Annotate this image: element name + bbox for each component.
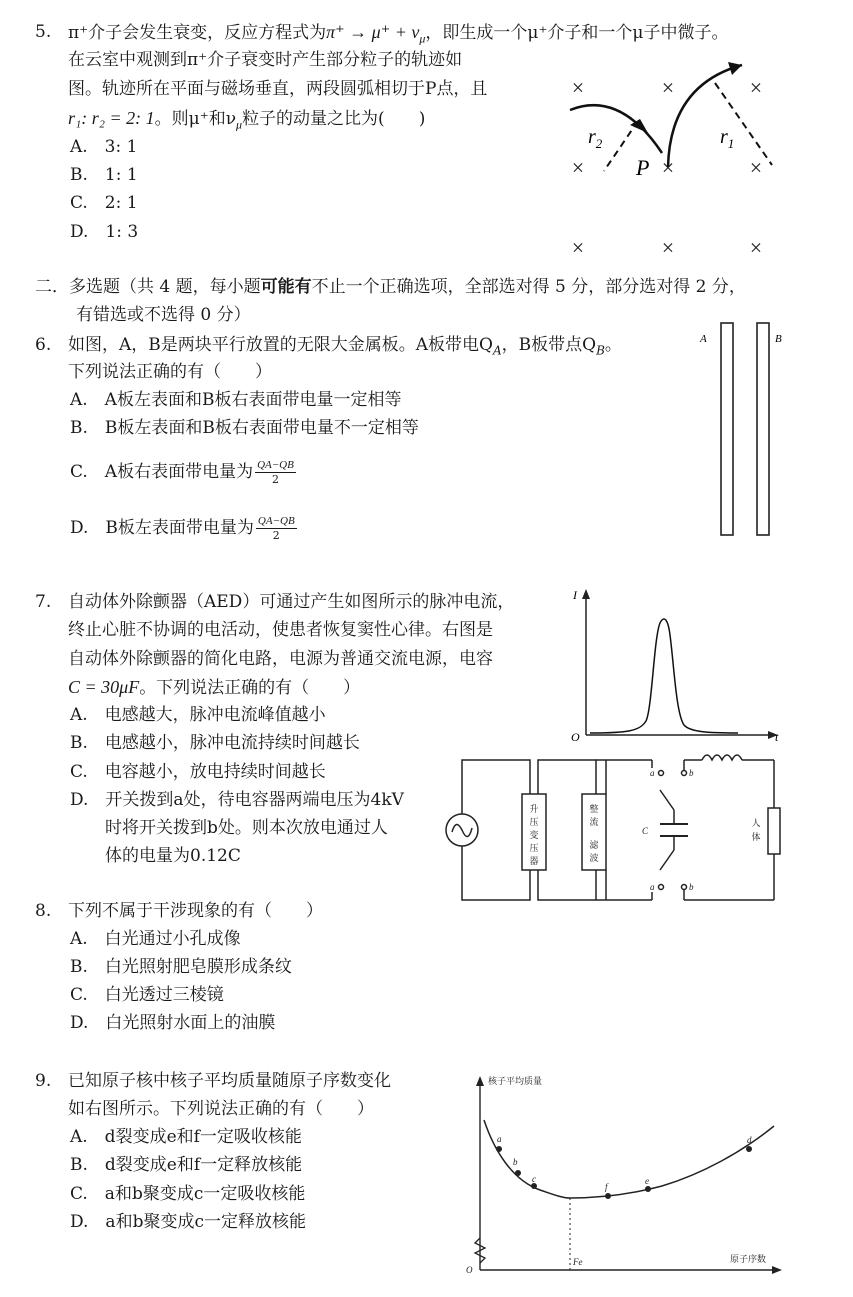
stem-text: ，B板带点Q (501, 335, 597, 355)
filter-label: 滤 (589, 840, 599, 850)
fraction-numerator: QA−QB (257, 515, 295, 527)
stem-text: ，即生成一个μ⁺介子和一个μ子中微子。 (425, 23, 729, 43)
terminal-a-label: a (650, 768, 655, 778)
question-stem-line: 如右图所示。下列说法正确的有（ ） (68, 1099, 374, 1119)
equation-subscript: μ (419, 31, 426, 46)
point-f (605, 1193, 611, 1199)
plate-a (721, 323, 733, 535)
field-cross-mark: × (749, 75, 763, 100)
question-number: 6. (35, 335, 52, 355)
switch-terminal-a (659, 885, 664, 890)
option-c[interactable]: C. 2: 1 (70, 193, 138, 213)
switch-blade[interactable] (660, 790, 674, 810)
option-a[interactable]: A. A板左表面和B板右表面带电量一定相等 (70, 390, 402, 410)
point-a-label: a (497, 1134, 502, 1144)
question-number: 9. (35, 1071, 52, 1091)
option-a[interactable]: A. 电感越大，脉冲电流峰值越小 (70, 705, 326, 725)
option-b[interactable]: B. d裂变成e和f一定释放核能 (70, 1155, 303, 1175)
option-a[interactable]: A. d裂变成e和f一定吸收核能 (70, 1127, 302, 1147)
question-stem-line: 自动体外除颤器（AED）可通过产生如图所示的脉冲电流， (68, 592, 515, 612)
question-stem-line (68, 673, 360, 702)
option-c[interactable]: C. 电容越小，放电持续时间越长 (70, 762, 326, 782)
stem-text: 粒子的动量之比为( ) (242, 109, 426, 129)
option-d[interactable] (70, 514, 297, 542)
fraction (255, 459, 296, 486)
question-number: 7. (35, 592, 52, 612)
option-a[interactable]: A. 3: 1 (70, 137, 138, 157)
subscript: B (596, 343, 605, 358)
instruction-emphasis: 可能有 (260, 277, 312, 297)
option-b[interactable]: B. 电感越小，脉冲电流持续时间越长 (70, 733, 360, 753)
average-mass-curve (484, 1120, 774, 1198)
option-d-continued: 体的电量为0.12C (105, 846, 241, 866)
section-instructions: 有错选或不选得 0 分） (76, 305, 251, 325)
body-label: 体 (751, 832, 761, 842)
question-number: 5. (35, 22, 52, 42)
question-stem-line: 下列说法正确的有（ ） (68, 362, 272, 382)
pulse-curve (590, 619, 738, 733)
stem-text: 。则μ⁺和ν (154, 109, 237, 129)
radius-ratio: r₁: r₂ = 2: 1 (68, 108, 155, 128)
option-b[interactable]: B. 白光照射肥皂膜形成条纹 (70, 957, 292, 977)
instruction-text: 二．多选题（共 4 题，每小题 (35, 277, 261, 297)
plate-b (757, 323, 769, 535)
stem-text: 。下列说法正确的有（ ） (139, 678, 361, 698)
option-a[interactable]: A. 白光通过小孔成像 (70, 929, 241, 949)
r2-label: $r_2$ (588, 126, 603, 151)
point-a (496, 1146, 502, 1152)
plate-b-label: B (775, 333, 782, 345)
stem-text: 如图，A，B是两块平行放置的无限大金属板。A板带电Q (68, 335, 493, 355)
inductor-coil (702, 755, 742, 760)
terminal-a-label: a (650, 882, 655, 892)
axis-label-current: I (573, 588, 577, 602)
pi-track-arc (668, 65, 742, 167)
terminal-b-label: b (689, 768, 694, 778)
transformer-label: 压 (529, 817, 539, 827)
point-b-label: b (513, 1157, 518, 1167)
binding-curve-graph (462, 1070, 792, 1280)
body-label: 人 (751, 818, 761, 828)
switch-terminal-b (682, 771, 687, 776)
option-d[interactable]: D. 开关拨到a处，待电容器两端电压为4kV (70, 790, 404, 810)
option-d[interactable]: D. a和b聚变成c一定释放核能 (70, 1212, 306, 1232)
origin-label: O (571, 730, 580, 744)
filter-label: 波 (589, 853, 599, 863)
field-cross-mark: × (749, 155, 763, 180)
fraction-numerator: QA−QB (257, 459, 294, 471)
question-stem-line: 在云室中观测到π⁺介子衰变时产生部分粒子的轨迹如 (68, 50, 463, 70)
human-body-resistor (768, 808, 780, 854)
terminal-b-label: b (689, 882, 694, 892)
option-b[interactable]: B. B板左表面和B板右表面带电量不一定相等 (70, 418, 419, 438)
subscript: A (492, 343, 502, 358)
y-axis-label: 核子平均质量 (488, 1076, 543, 1086)
field-cross-mark: × (571, 155, 585, 180)
arrow-head (728, 62, 742, 75)
switch-blade[interactable] (660, 850, 674, 870)
rectifier-label: 整 (589, 804, 599, 814)
switch-terminal-a (659, 771, 664, 776)
point-d-label: d (747, 1135, 752, 1145)
mu-track-arc (570, 105, 662, 153)
point-p-label: P (636, 155, 650, 180)
point-d (746, 1146, 752, 1152)
section-instructions (35, 273, 746, 301)
fraction-denominator: 2 (272, 529, 280, 542)
switch-terminal-b (682, 885, 687, 890)
fraction-denominator: 2 (271, 473, 279, 486)
point-e (645, 1186, 651, 1192)
x-axis-arrow (772, 1266, 782, 1274)
plate-a-label: A (700, 333, 707, 345)
instruction-text: 不止一个正确选项，全部选对得 5 分，部分选对得 2 分， (311, 277, 746, 297)
fraction (256, 515, 297, 542)
transformer-label: 变 (529, 830, 539, 840)
pulse-current-graph (568, 585, 788, 747)
transformer-label: 器 (529, 856, 539, 866)
transformer-label: 升 (529, 804, 539, 814)
option-c[interactable]: C. a和b聚变成c一定吸收核能 (70, 1184, 306, 1204)
fe-label: Fe (573, 1257, 583, 1267)
option-text: C. A板右表面带电量为 (70, 462, 254, 482)
field-cross-mark: × (661, 155, 675, 180)
question-stem-line: 图。轨迹所在平面与磁场垂直，两段圆弧相切于P点，且 (68, 79, 488, 99)
capacitance-value: C = 30μF (68, 677, 140, 697)
origin-label: O (466, 1265, 473, 1275)
y-axis-arrow (582, 589, 590, 599)
stem-text: π⁺介子会发生衰变，反应方程式为 (68, 23, 327, 43)
field-cross-mark: × (661, 75, 675, 100)
subscript: μ (236, 117, 243, 132)
r1-label: $r_1$ (720, 126, 735, 151)
capacitor-label: C (642, 826, 649, 836)
question-number: 8. (35, 901, 52, 921)
point-c-label: c (532, 1174, 536, 1184)
field-cross-mark: × (749, 235, 763, 260)
option-text: D. B板左表面带电量为 (70, 518, 254, 538)
option-b[interactable]: B. 1: 1 (70, 165, 138, 185)
field-cross-mark: × (661, 235, 675, 260)
field-cross-mark: × (571, 235, 585, 260)
question-stem-line: 终止心脏不协调的电活动，使患者恢复窦性心律。右图是 (68, 620, 493, 640)
option-d[interactable]: D. 1: 3 (70, 222, 139, 242)
axis-label-time: t (775, 730, 779, 744)
question-stem-line: 已知原子核中核子平均质量随原子序数变化 (68, 1071, 391, 1091)
cloud-chamber-figure (560, 55, 790, 265)
decay-equation: π⁺ → μ⁺ + ν (326, 22, 420, 42)
transformer-label: 压 (529, 843, 539, 853)
radius-r1-line (715, 83, 772, 165)
aed-circuit-diagram (456, 752, 786, 904)
option-c[interactable]: C. 白光透过三棱镜 (70, 985, 224, 1005)
x-axis-label: 原子序数 (730, 1254, 767, 1264)
question-stem-line: 下列不属于干涉现象的有（ ） (68, 901, 323, 921)
point-b (515, 1170, 521, 1176)
question-stem-line: 自动体外除颤器的简化电路，电源为普通交流电源，电容 (68, 649, 493, 669)
radius-r2-line (604, 121, 638, 171)
option-d-continued: 时将开关拨到b处。则本次放电通过人 (105, 818, 388, 838)
metal-plates-figure (695, 318, 795, 538)
point-f-label: f (605, 1182, 608, 1192)
option-d[interactable]: D. 白光照射水面上的油膜 (70, 1013, 276, 1033)
option-c[interactable] (70, 458, 296, 486)
stem-text: 。 (604, 335, 622, 355)
y-axis-arrow (476, 1076, 484, 1086)
point-e-label: e (645, 1176, 649, 1186)
field-cross-mark: × (571, 75, 585, 100)
rectifier-label: 流 (589, 817, 599, 827)
